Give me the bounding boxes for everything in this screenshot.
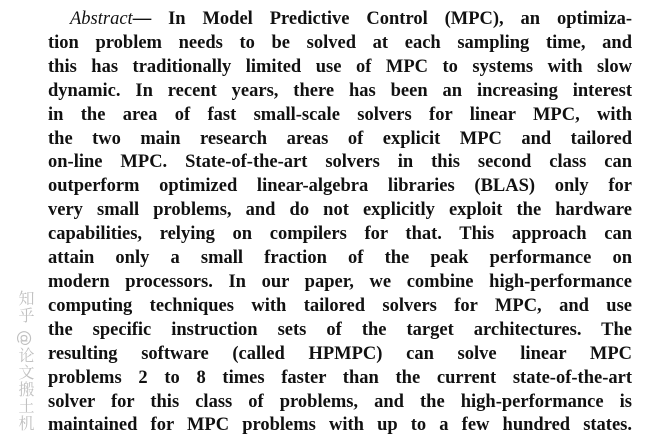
abstract-line: problems 2 to 8 times faster than the current state-of-the-art	[48, 367, 632, 388]
abstract-line: on-line MPC. State-of-the-art solvers in this second class can	[48, 152, 632, 173]
abstract-text: — In Model Predictive Control (MPC), an optimiza-	[132, 9, 632, 29]
abstract-line: capabilities, relying on compilers for that. This approach can	[48, 224, 632, 245]
abstract-line: very small problems, and do not explicitly exploit the hardware	[48, 200, 632, 221]
abstract-line: computing techniques with tailored solvers for MPC, and use	[48, 295, 632, 316]
abstract-line: resulting software (called HPMPC) can solve linear MPC	[48, 343, 632, 364]
abstract-line: this has traditionally limited use of MPC to systems with slow	[48, 56, 632, 77]
abstract-label: Abstract	[70, 9, 133, 29]
abstract-line: the two main research areas of explicit MPC and tailored	[48, 128, 632, 149]
abstract-line: dynamic. In recent years, there has been an increasing interest	[48, 80, 632, 101]
abstract-line	[48, 8, 632, 32]
abstract-line: the specific instruction sets of the target architectures. The	[48, 319, 632, 340]
abstract-line: outperform optimized linear-algebra libraries (BLAS) only for	[48, 176, 632, 197]
abstract-line: modern processors. In our paper, we combine high-performance	[48, 271, 632, 292]
abstract-line: attain only a small fraction of the peak performance on	[48, 248, 632, 269]
abstract-line: tion problem needs to be solved at each sampling time, and	[48, 32, 632, 53]
watermark: 知乎 @论文搬土机	[16, 290, 35, 433]
abstract-line: maintained for MPC problems with up to a few hundred states.	[48, 415, 632, 436]
abstract	[48, 8, 632, 438]
abstract-line: in the area of fast small-scale solvers for linear MPC, with	[48, 104, 632, 125]
abstract-line: solver for this class of problems, and the high-performance is	[48, 391, 632, 412]
